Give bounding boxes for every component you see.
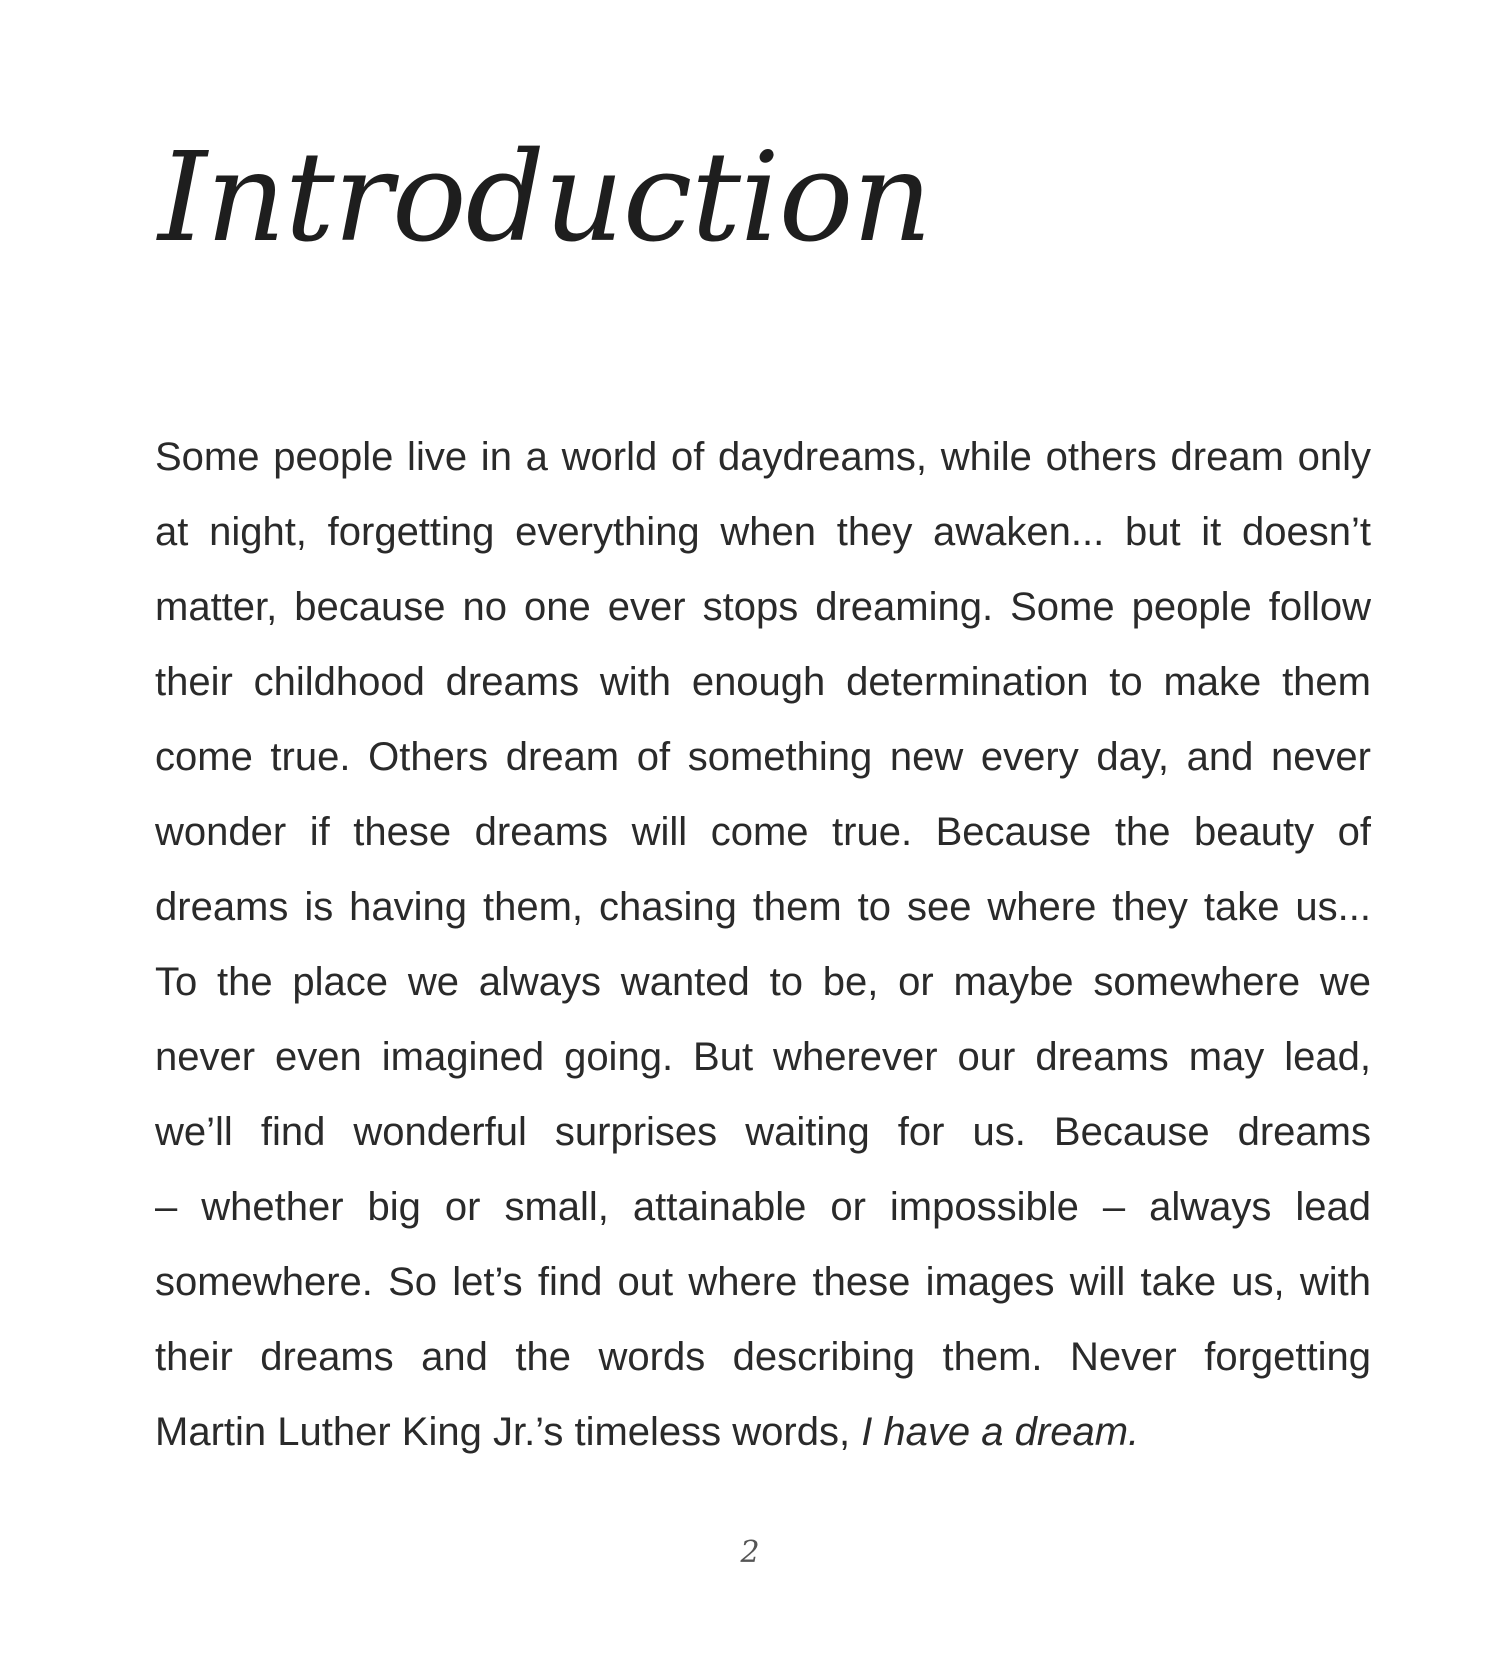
paragraph-line-5: come true. Others dream of something new every day, and never — [155, 735, 1371, 779]
paragraph-line-1: Some people live in a world of daydreams, while others dream only — [155, 435, 1371, 479]
introduction-paragraph — [155, 420, 1371, 1480]
last-line-text: Martin Luther King Jr.’s timeless words, — [155, 1410, 862, 1454]
paragraph-line-11: – whether big or small, attainable or impossible – always lead — [155, 1185, 1371, 1229]
paragraph-line-7: dreams is having them, chasing them to see where they take us... — [155, 885, 1371, 929]
page-number: 2 — [740, 1535, 760, 1570]
page-title: Introduction — [158, 126, 932, 270]
paragraph-line-10: we’ll find wonderful surprises waiting for us. Because dreams — [155, 1110, 1371, 1154]
paragraph-line-12: somewhere. So let’s find out where these images will take us, with — [155, 1260, 1371, 1304]
paragraph-line-14 — [155, 1395, 1371, 1470]
paragraph-line-8: To the place we always wanted to be, or maybe somewhere we — [155, 960, 1371, 1004]
paragraph-line-4: their childhood dreams with enough determination to make them — [155, 660, 1371, 704]
paragraph-line-6: wonder if these dreams will come true. Because the beauty of — [155, 810, 1371, 854]
paragraph-line-9: never even imagined going. But wherever our dreams may lead, — [155, 1035, 1371, 1079]
quote-i-have-a-dream: I have a dream. — [861, 1410, 1140, 1454]
paragraph-line-2: at night, forgetting everything when they awaken... but it doesn’t — [155, 510, 1371, 554]
paragraph-line-3: matter, because no one ever stops dreaming. Some people follow — [155, 585, 1371, 629]
paragraph-line-13: their dreams and the words describing them. Never forgetting — [155, 1335, 1371, 1379]
